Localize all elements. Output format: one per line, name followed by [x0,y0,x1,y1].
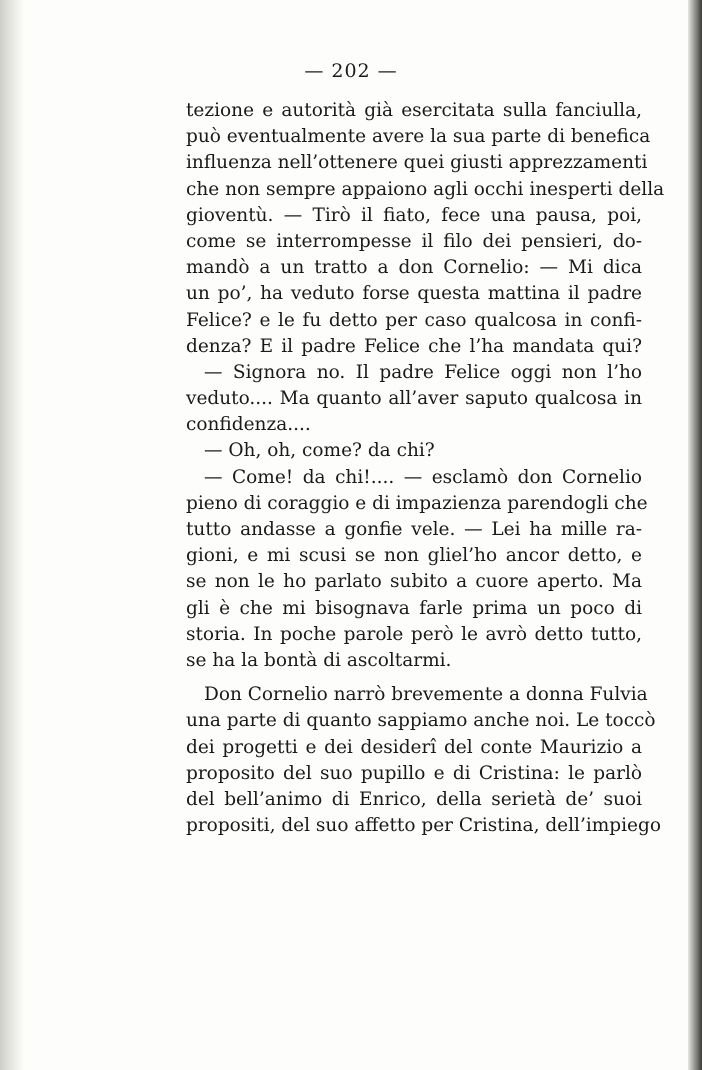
text-line: storia. In poche parole però le avrò detto tutto, [186,623,642,645]
text-line: proposito del suo pupillo e di Cristina: le parlò [186,762,642,784]
text-line: Felice? e le fu detto per caso qualcosa in confi- [186,309,642,331]
text-line: del bell’animo di Enrico, della serietà de’ suoi [186,788,642,810]
text-line: confidenza.... [186,414,311,436]
text-line: mandò a un tratto a don Cornelio: — Mi dica [186,257,642,279]
page-number: — 202 — [304,60,398,82]
text-line: un po’, ha veduto forse questa mattina il padre [186,283,642,305]
text-line: se ha la bontà di ascoltarmi. [186,649,452,671]
page-gutter-shadow [0,0,24,1070]
page-edge-shadow [688,0,702,1070]
text-line: — Come! da chi!.... — esclamò don Cornelio [204,466,642,488]
text-line: — Oh, oh, come? da chi? [204,440,435,462]
text-line: gli è che mi bisognava farle prima un poco di [186,597,642,619]
text-line: — Signora no. Il padre Felice oggi non l’ho [204,361,642,383]
text-line: dei progetti e dei desiderî del conte Maurizio a [186,736,642,758]
text-line: gioni, e mi scusi se non gliel’ho ancor detto, e [186,545,642,567]
text-line: veduto.... Ma quanto all’aver saputo qualcosa in [186,388,642,410]
text-line: che non sempre appaiono agli occhi inesperti della [186,178,665,200]
text-line: tezione e autorità già esercitata sulla fanciulla, [186,100,642,121]
text-line: come se interrompesse il filo dei pensieri, do- [186,230,642,252]
text-line: denza? E il padre Felice che l’ha mandata qui? [186,335,642,357]
text-line: propositi, del suo affetto per Cristina, dell’impiego [186,815,661,837]
text-line: può eventualmente avere la sua parte di benefica [186,126,651,148]
text-line: se non le ho parlato subito a cuore aperto. Ma [186,571,642,593]
text-line: influenza nell’ottenere quei giusti apprezzamenti [186,152,648,174]
text-line: tutto andasse a gonfie vele. — Lei ha mille ra- [186,519,642,540]
text-line: una parte di quanto sappiamo anche noi. Le toccò [186,710,656,732]
paragraph-gap [186,674,642,682]
text-line: Don Cornelio narrò brevemente a donna Fulvia [204,684,648,706]
body-text [186,98,665,839]
text-line: gioventù. — Tirò il fiato, fece una pausa, poi, [186,204,642,226]
text-line: pieno di coraggio e di impazienza parendogli che [186,492,648,514]
